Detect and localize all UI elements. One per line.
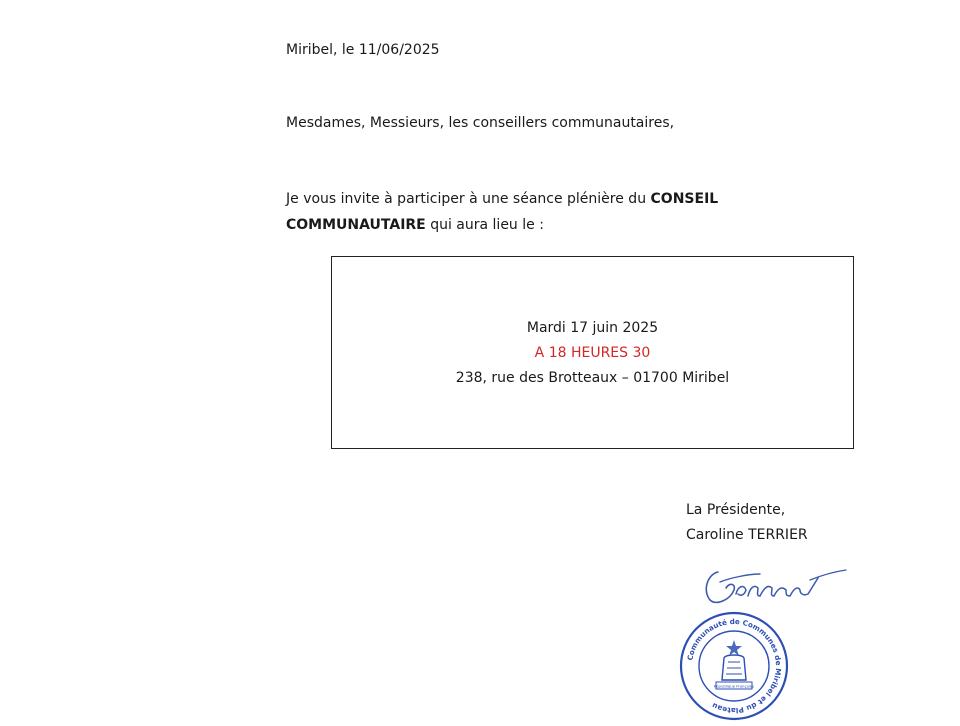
event-address: 238, rue des Brotteaux – 01700 Miribel	[455, 370, 730, 386]
event-date: Mardi 17 juin 2025	[526, 320, 659, 336]
letter-salutation: Mesdames, Messieurs, les conseillers communautaires,	[286, 115, 675, 131]
invite-prefix: Je vous invite à participer à une séance plénière du	[286, 191, 651, 207]
signatory-title: La Présidente,	[686, 502, 786, 518]
letter-date: Miribel, le 11/06/2025	[286, 42, 440, 58]
official-seal-stamp	[678, 610, 790, 726]
svg-text:République Française: République Française	[713, 683, 755, 689]
seal-drawing	[678, 610, 790, 722]
letter-invitation-paragraph	[286, 186, 806, 238]
svg-text:Communauté de Communes de Miri: Communauté de Communes de Miribel et du Plateau	[685, 616, 784, 716]
event-details-box	[331, 256, 854, 449]
event-time: A 18 HEURES 30	[534, 345, 651, 361]
invite-suffix: qui aura lieu le :	[425, 217, 544, 233]
handwritten-signature	[700, 560, 850, 614]
invite-council-name: CONSEIL COMMUNAUTAIRE	[286, 191, 719, 233]
signature-drawing	[700, 560, 850, 610]
signatory-name: Caroline TERRIER	[686, 527, 808, 543]
